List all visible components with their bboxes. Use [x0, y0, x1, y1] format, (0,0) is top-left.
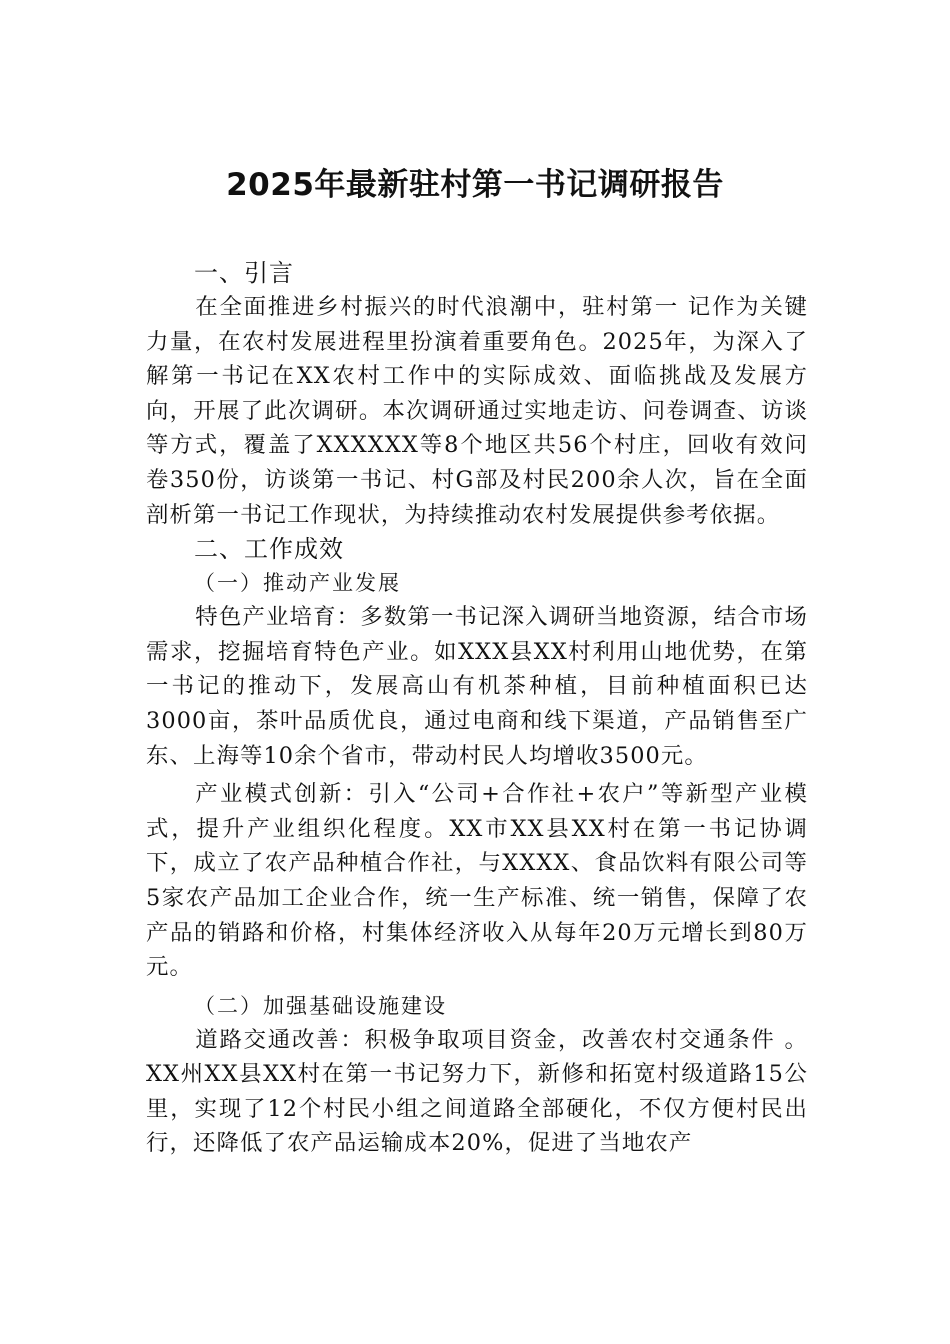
subsection-heading-industry: （一）推动产业发展 [194, 571, 401, 596]
subsection-heading-infrastructure: （二）加强基础设施建设 [194, 993, 447, 1018]
paragraph-road-improvement: 道路交通改善：积极争取项目资金，改善农村交通条件 。XX州XX县XX村在第一书记努力下，新修和拓宽村级道路15公里，实现了12个村民小组之间道路全部硬化，不仅方便村民出行，还降低了农产品运输成本20%，促进了当地农产 [146, 1026, 808, 1157]
paragraph-industry-model: 产业模式创新：引入“公司+合作社+农户”等新型产业模式，提升产业组织化程度。XX市XX县XX村在第一书记协调下，成立了农产品种植合作社，与XXXX、食品饮料有限公司等5家农产品加工企业合作，统一生产标准、统一销售，保障了农产品的销路和价格，村集体经济收入从每年20万元增长到80万元。 [146, 781, 808, 981]
paragraph-intro: 在全面推进乡村振兴的时代浪潮中，驻村第一 记作为关键力量，在农村发展进程里扮演着重要角色。2025年，为深入了解第一书记在XX农村工作中的实际成效、面临挑战及发展方向，开展了此次调研。本次调研通过实地走访、问卷调查、访谈等方式，覆盖了XXXXXX等8个地区共56个村庄，回收有效问卷350份，访谈第一书记、村G部及村民200余人次，旨在全面剖析第一书记工作现状，为持续推动农村发展提供参考依据。 [146, 294, 808, 528]
section-heading-intro: 一、引言 [194, 259, 294, 287]
document-title: 2025年最新驻村第一书记调研报告 [226, 167, 724, 203]
section-heading-achievements: 二、工作成效 [194, 535, 344, 564]
document-body [146, 256, 808, 1161]
paragraph-industry-cultivation: 特色产业培育：多数第一书记深入调研当地资源，结合市场需求，挖掘培育特色产业。如XXX县XX村利用山地优势，在第一书记的推动下，发展高山有机茶种植，目前种植面积已达3000亩，茶叶品质优良，通过电商和线下渠道，产品销售至广东、上海等10余个省市，带动村民人均增收3500元。 [146, 604, 808, 769]
